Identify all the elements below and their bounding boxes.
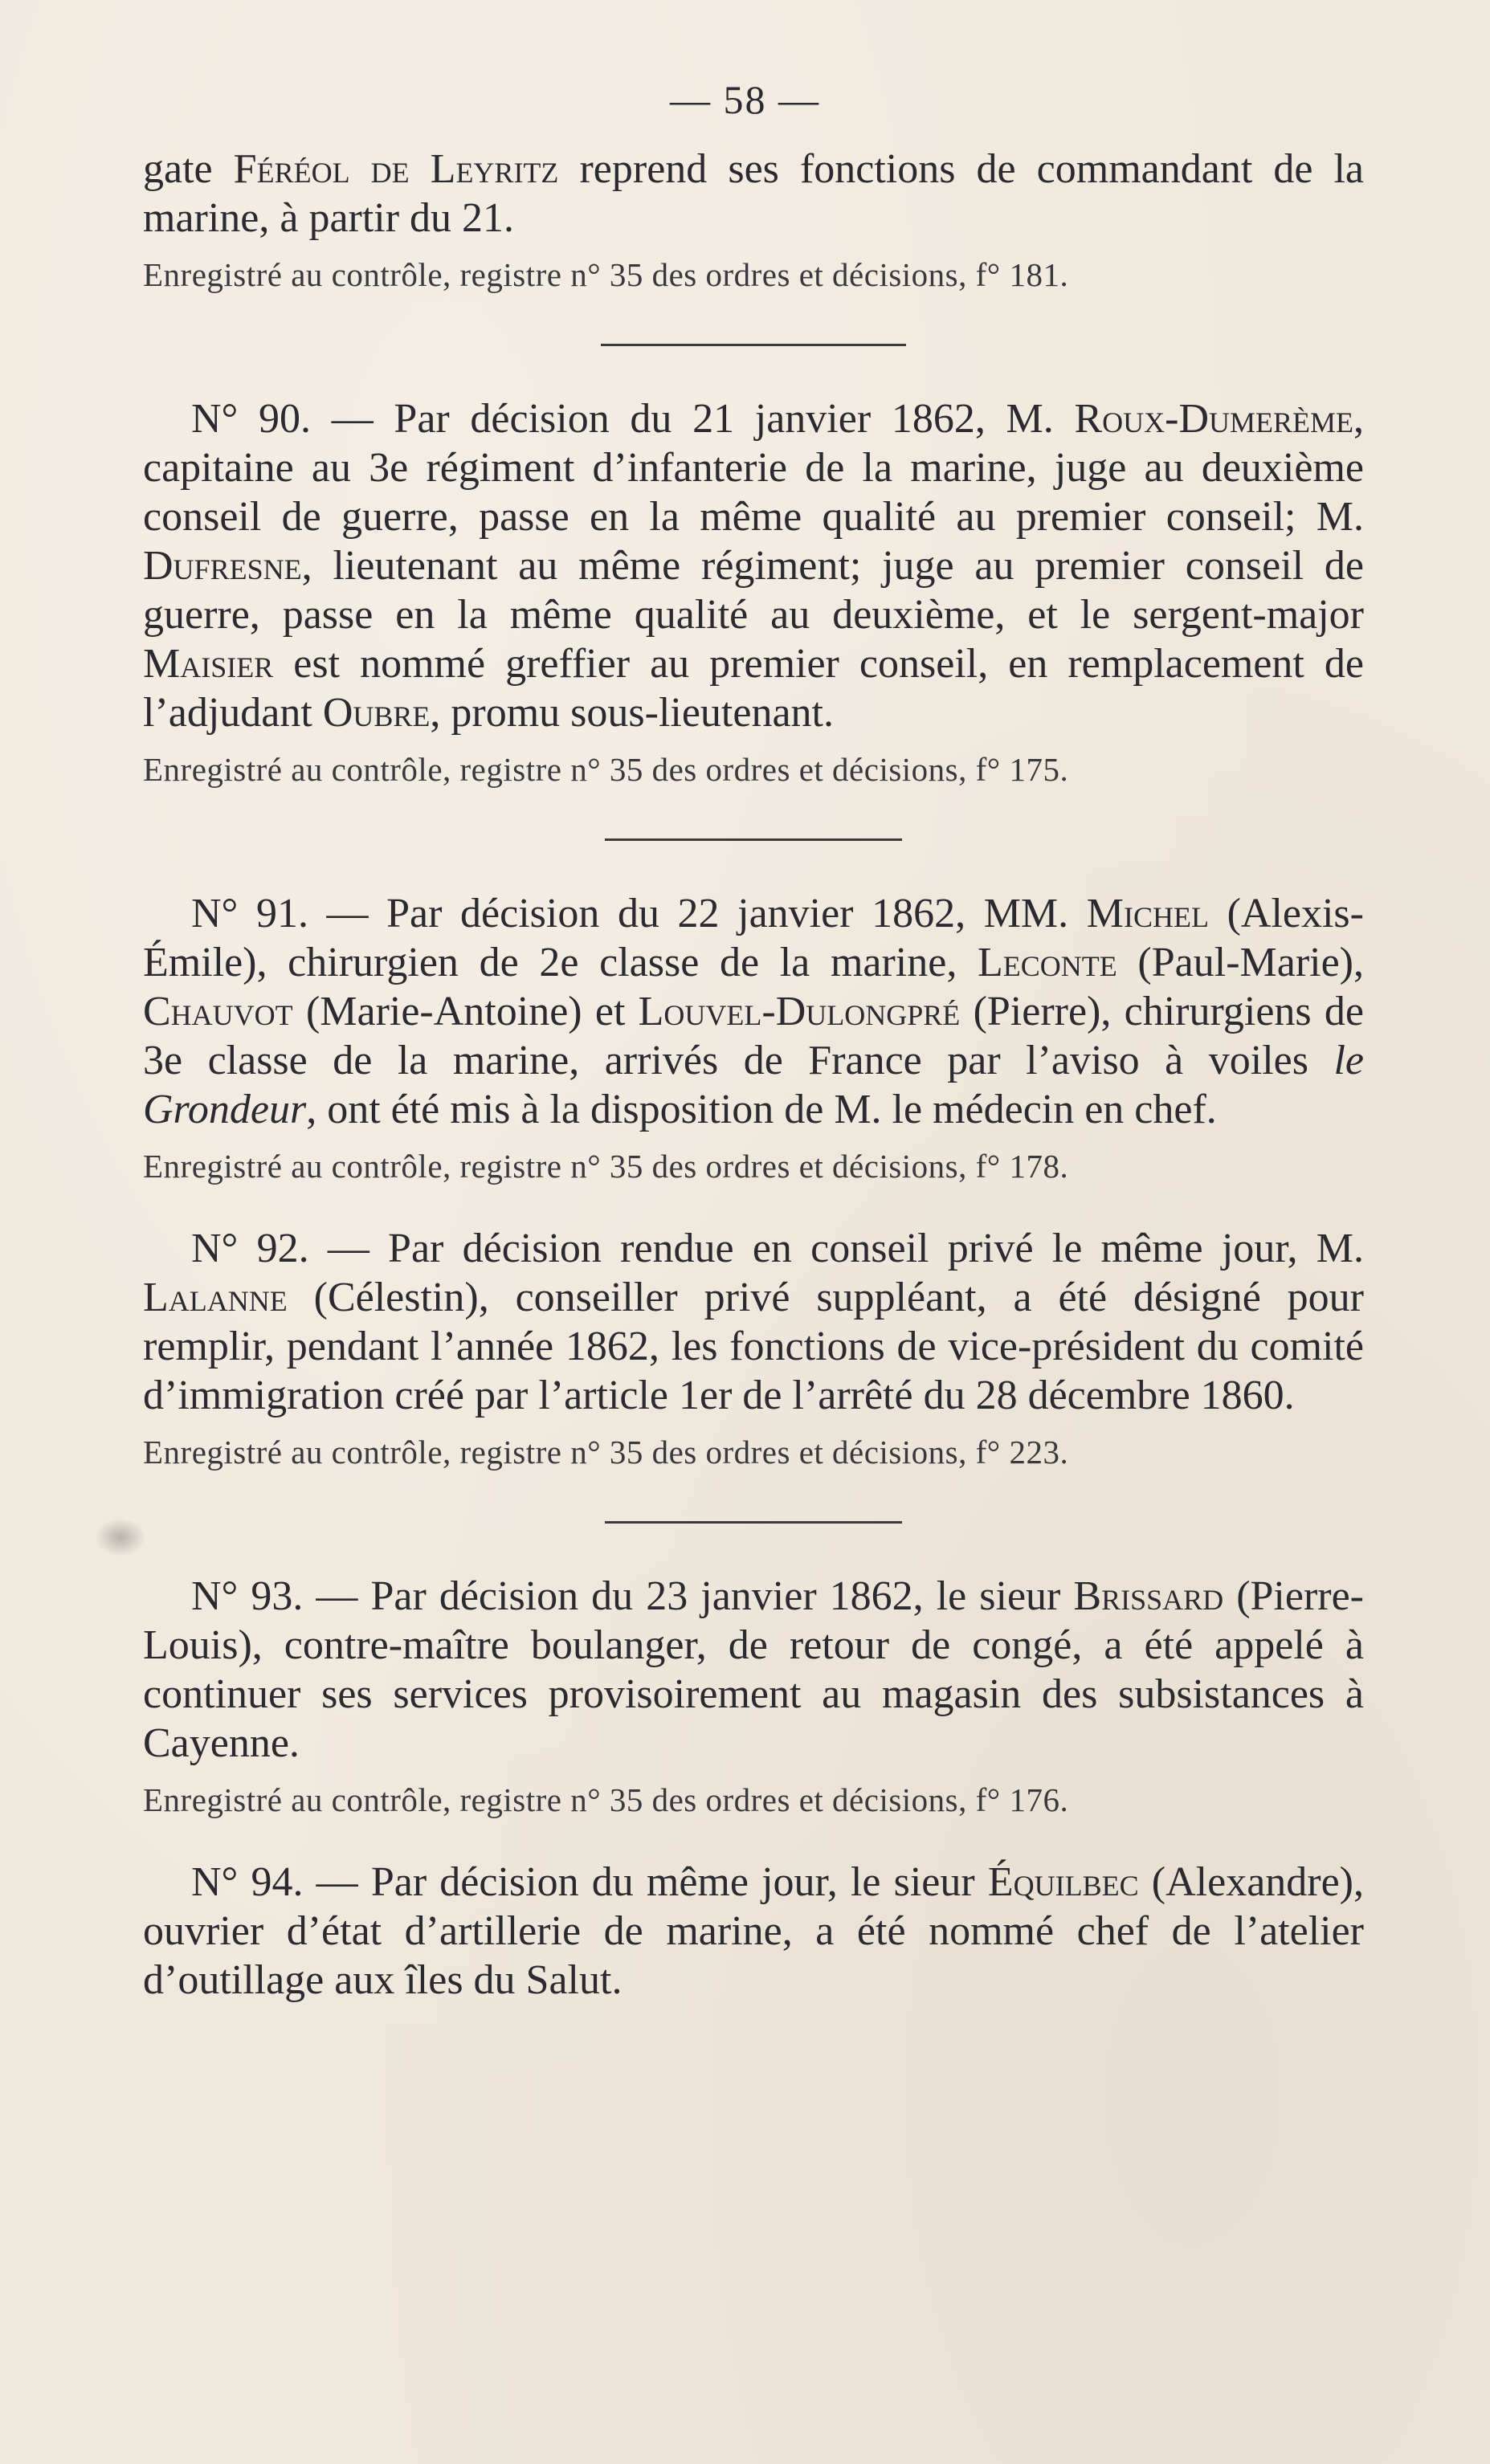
text-run: N° 91. — Par décision du 22 janvier 1862, MM. <box>191 891 1087 936</box>
person-name: Oubre <box>322 690 431 736</box>
text-run: , capitaine au 3e régiment d’infanterie de la marine, juge au deuxième conseil de guerre, passe en la même qualité au premier conseil; M. <box>143 396 1364 540</box>
text-column <box>143 145 1364 2005</box>
text-run: (Célestin), conseiller privé suppléant, a été désigné pour remplir, pendant l’année 1862, les fonctions de vice-président du comité d’immigration créé par l’article 1er de l’arrêté du 28 décembre 1860. <box>143 1275 1364 1418</box>
registration-line: Enregistré au contrôle, registre n° 35 des ordres et décisions, f° 178. <box>143 1148 1069 1185</box>
spacer <box>143 1821 1364 1858</box>
person-name: Maisier <box>143 641 274 687</box>
text-run: reprend ses fonctions de commandant de la marine, à partir du 21. <box>143 146 1364 241</box>
registration-line: Enregistré au contrôle, registre n° 35 des ordres et décisions, f° 176. <box>143 1781 1069 1818</box>
text-run: , promu sous-lieutenant. <box>430 690 834 736</box>
text-run: gate <box>143 146 234 192</box>
intro-paragraph <box>143 145 1364 243</box>
text-run: (Alexis-Émile), chirurgien de 2e classe de la marine, <box>143 891 1364 985</box>
text-run: (Alexandre), ouvrier d’état d’artillerie de marine, a été nommé chef de l’atelier d’outillage aux îles du Salut. <box>143 1859 1364 2003</box>
separator-rule <box>601 344 906 346</box>
text-run: (Marie-Antoine) et <box>292 989 639 1034</box>
text-run: (Paul-Marie), <box>1116 940 1364 985</box>
text-run: N° 90. — Par décision du 21 janvier 1862, M. <box>191 396 1075 442</box>
person-name: Brissard <box>1073 1573 1224 1619</box>
person-name: Leconte <box>978 940 1117 985</box>
person-name: Dufresne <box>143 543 302 589</box>
entry-94 <box>143 1858 1364 2005</box>
ship-name: le Grondeur <box>143 1038 1364 1132</box>
person-name: Féréol de Leyritz <box>233 146 559 192</box>
person-name: Lalanne <box>143 1275 288 1320</box>
person-name: Louvel-Dulongpré <box>638 989 961 1034</box>
separator-rule <box>605 838 902 841</box>
person-name: Roux-Dumerème <box>1074 396 1353 442</box>
text-run: N° 92. — Par décision rendue en conseil privé le même jour, M. <box>191 1226 1364 1271</box>
entry-90 <box>143 394 1364 737</box>
text-run: , lieutenant au même régiment; juge au premier conseil de guerre, passe en la même qualité au deuxième, et le sergent-major <box>143 543 1364 638</box>
spacer <box>143 1187 1364 1224</box>
text-run: , ont été mis à la disposition de M. le médecin en chef. <box>306 1087 1217 1132</box>
page-number: — 58 — <box>670 77 820 122</box>
person-name: Chauvot <box>143 989 293 1034</box>
registration-line: Enregistré au contrôle, registre n° 35 des ordres et décisions, f° 181. <box>143 256 1069 293</box>
separator-rule <box>605 1521 902 1524</box>
text-run: (Pierre-Louis), contre-maître boulanger, de retour de congé, a été appelé à continuer ses services provisoirement au magasin des subsistances à Cayenne. <box>143 1573 1364 1766</box>
paper-stain <box>95 1518 146 1556</box>
text-run: (Pierre), chirurgiens de 3e classe de la marine, arrivés de France par l’aviso à voiles <box>143 989 1364 1083</box>
person-name: Michel <box>1086 891 1209 936</box>
entry-92 <box>143 1224 1364 1420</box>
entry-93 <box>143 1572 1364 1768</box>
entry-91 <box>143 889 1364 1134</box>
text-run: N° 94. — Par décision du même jour, le sieur <box>191 1859 988 1905</box>
registration-line: Enregistré au contrôle, registre n° 35 des ordres et décisions, f° 223. <box>143 1434 1069 1471</box>
text-run: est nommé greffier au premier conseil, en remplacement de l’adjudant <box>143 641 1364 736</box>
text-run: N° 93. — Par décision du 23 janvier 1862, le sieur <box>191 1573 1074 1619</box>
registration-line: Enregistré au contrôle, registre n° 35 des ordres et décisions, f° 175. <box>143 751 1069 788</box>
person-name: Équilbec <box>987 1859 1139 1905</box>
